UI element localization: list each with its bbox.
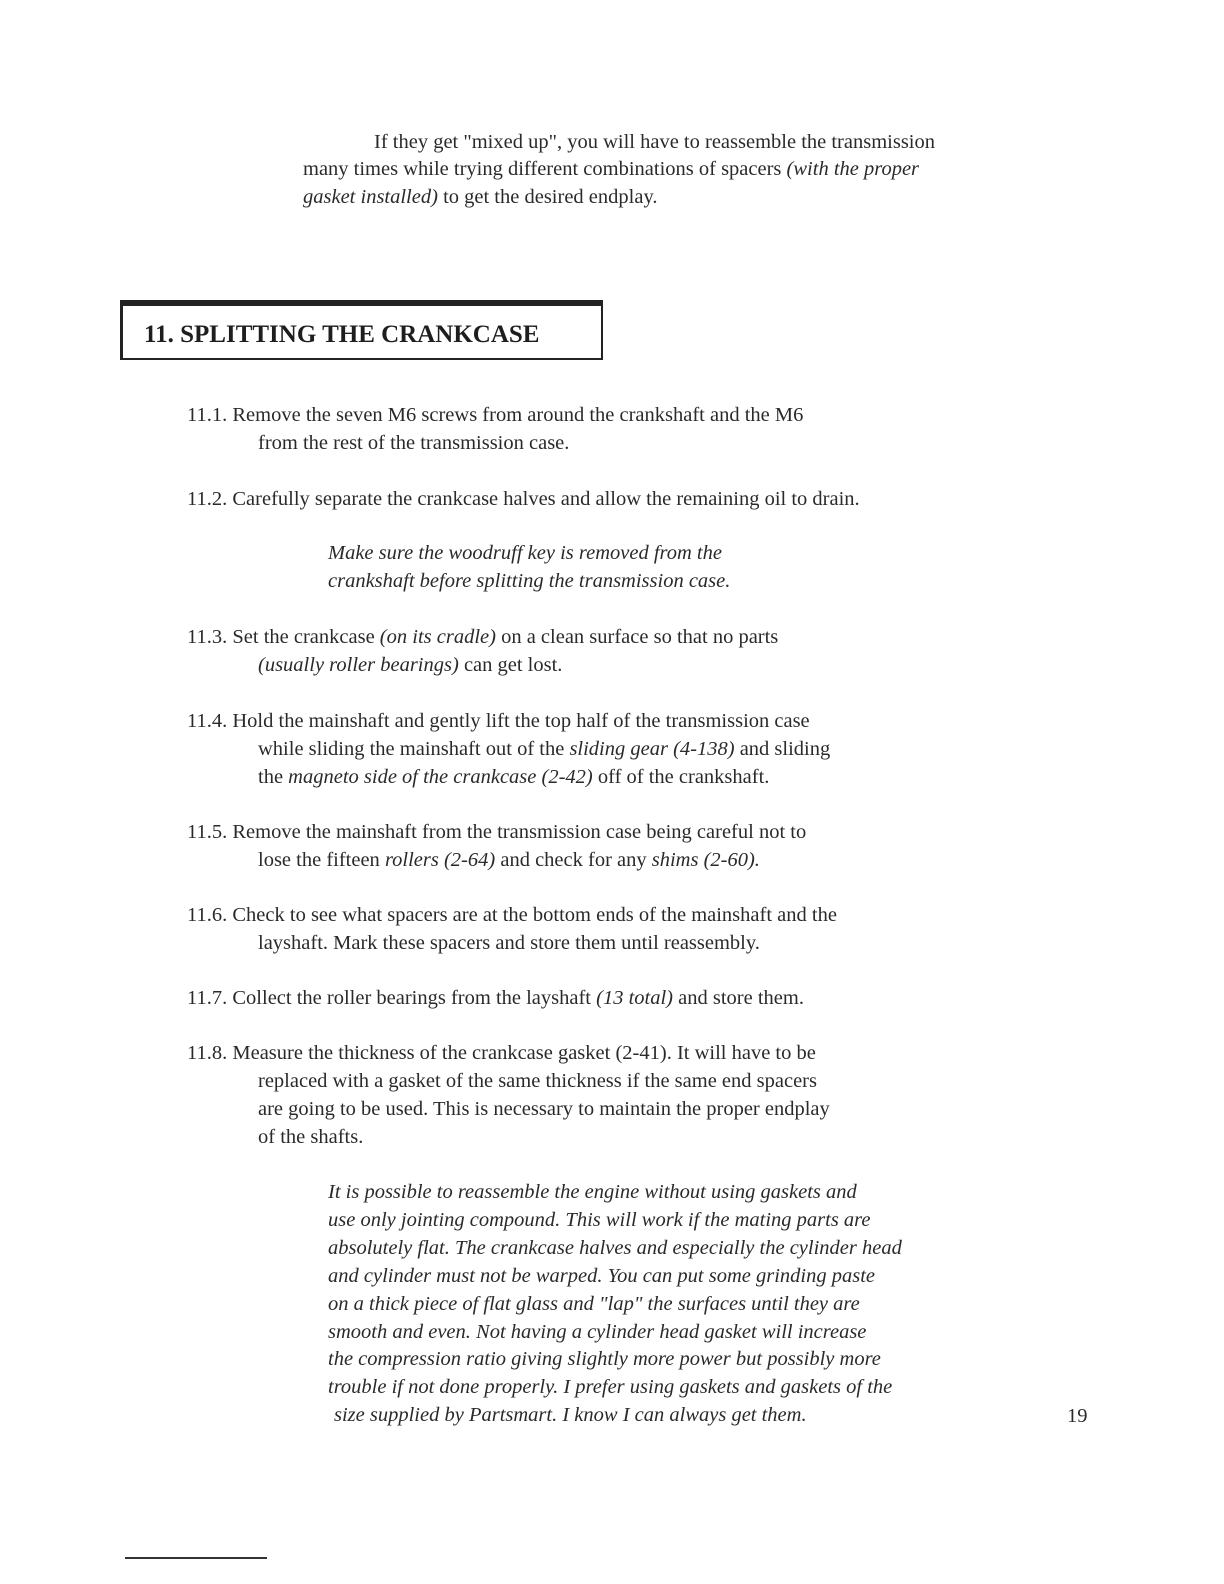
step-number: 11.7.	[187, 987, 228, 1009]
intro-line: gasket installed) to get the desired endplay.	[303, 186, 658, 208]
step-number: 11.6.	[187, 904, 228, 926]
step-number: 11.8.	[187, 1042, 228, 1064]
step-number: 11.4.	[187, 710, 228, 732]
step-number: 11.2.	[187, 488, 228, 510]
step-number: 11.5.	[187, 821, 228, 843]
step-number: 11.3.	[187, 626, 228, 648]
intro-line: If they get "mixed up", you will have to reassemble the transmission	[374, 131, 936, 153]
intro-line: many times while trying different combinations of spacers (with the proper	[303, 158, 920, 180]
page-number: 19	[1067, 1405, 1088, 1427]
section-heading: 11. SPLITTING THE CRANKCASE	[144, 321, 540, 348]
step-number: 11.1.	[187, 404, 228, 426]
footer-rule	[125, 1557, 267, 1559]
